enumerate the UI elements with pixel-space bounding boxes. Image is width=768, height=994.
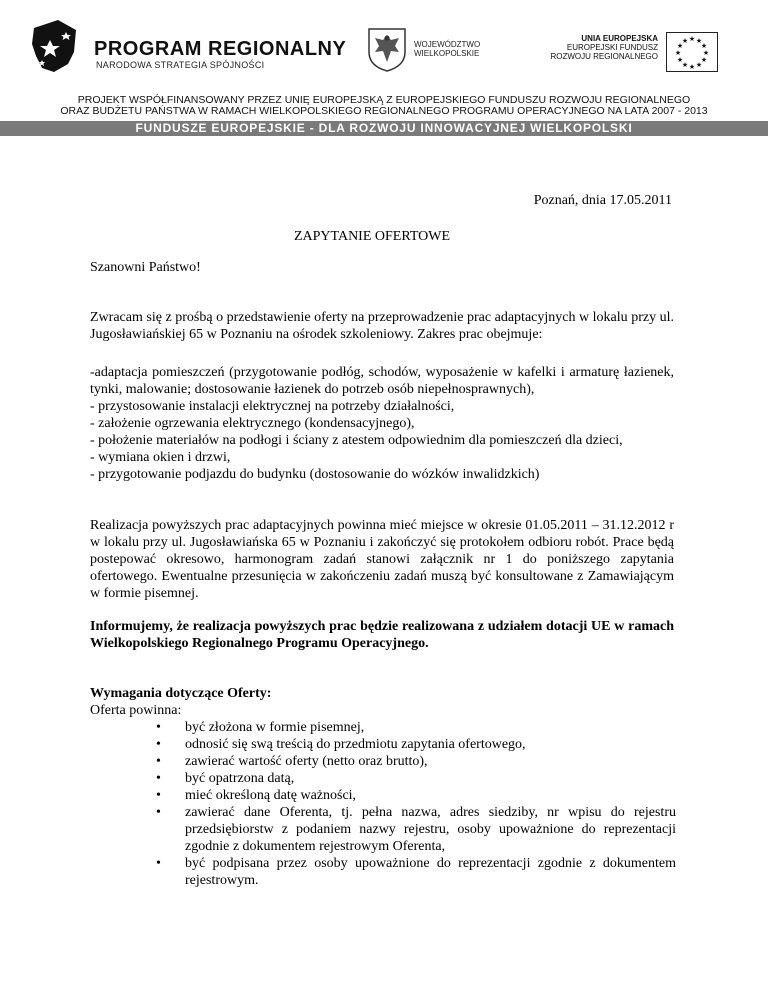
bullet-icon: •: [156, 754, 161, 769]
eu-flag-icon: [666, 32, 718, 72]
requirement-item: [156, 736, 676, 753]
scope-item: -adaptacja pomieszczeń (przygotowanie podłóg, schodów, wyposażenie w kafelki i armaturę łazienek, tynki, malowanie; dostosowanie łazienek do potrzeb osób niepełnosprawnych),: [90, 365, 674, 397]
region-line-2: WIELKOPOLSKIE: [414, 49, 480, 58]
svg-text:★: ★: [700, 42, 708, 50]
svg-text:★: ★: [676, 42, 684, 50]
scope-list: [90, 364, 674, 483]
region-label: [414, 40, 480, 58]
bullet-icon: •: [156, 737, 161, 752]
bullet-icon: •: [156, 720, 161, 735]
bullet-icon: •: [156, 805, 161, 820]
svg-text:★: ★: [688, 35, 696, 43]
funding-info-paragraph: Informujemy, że realizacja powyższych prac będzie realizowana z udziałem dotacji UE w ramach Wielkopolskiego Regionalnego Programu Operacyjnego.: [90, 619, 674, 651]
bullet-icon: •: [156, 856, 161, 871]
requirement-text: być złożona w formie pisemnej,: [185, 720, 365, 735]
requirement-text: mieć określoną datę ważności,: [185, 788, 357, 803]
svg-text:★: ★: [688, 63, 696, 71]
project-cofinancing-note: [0, 95, 768, 117]
requirement-text: zawierać dane Oferenta, tj. pełna nazwa, adres siedziby, nr wpisu do rejestru przedsiębiorstw z podaniem nazwy rejestru, osoby upoważnione do reprezentacji zgodnie z dokumentem rejestrowym Oferenta,: [185, 805, 676, 854]
svg-text:★: ★: [676, 56, 684, 64]
intro-paragraph: Zwracam się z prośbą o przedstawienie oferty na przeprowadzenie prac adaptacyjnych w lokalu przy ul. Jugosławiańskiej 65 w Poznaniu na ośrodek szkoleniowy. Zakres prac obejmuje:: [90, 310, 674, 342]
program-title: PROGRAM REGIONALNY: [94, 38, 347, 60]
bullet-icon: •: [156, 771, 161, 786]
scope-item: - przygotowanie podjazdu do budynku (dostosowanie do wózków inwalidzkich): [90, 467, 540, 482]
requirement-text: być podpisana przez osoby upoważnione do reprezentacji zgodnie z dokumentem rejestrowym.: [185, 856, 676, 888]
requirement-item: [156, 804, 676, 855]
banner-text: FUNDUSZE EUROPEJSKIE - DLA ROZWOJU INNOWACYJNEJ WIELKOPOLSKI: [135, 121, 633, 135]
requirement-item: [156, 753, 676, 770]
scope-item: - założenie ogrzewania elektrycznego (kondensacyjnego),: [90, 416, 415, 431]
funds-banner: [0, 121, 768, 136]
requirement-item: [156, 770, 676, 787]
svg-text:★: ★: [674, 49, 682, 57]
svg-text:★: ★: [681, 37, 689, 45]
eu-line-1: EUROPEJSKI FUNDUSZ: [566, 43, 658, 52]
eagle-emblem-icon: [366, 26, 408, 72]
realization-paragraph: Realizacja powyższych prac adaptacyjnych powinna mieć miejsce w okresie 01.05.2011 – 31.12.2012 r w lokalu przy ul. Jugosławiańska 65 w Poznaniu i zakończyć się protokołem odbioru robót. Prace będą postepować okresowo, harmonogram zadań stanowi załącznik nr 1 do poniższego zapytania ofertowego. Ewentualne przesunięcia w zakończeniu zadań muszą być konsultowane z Zamawiającym w formie pisemnej.: [90, 518, 674, 601]
document-title: ZAPYTANIE OFERTOWE: [293, 229, 451, 244]
svg-text:★: ★: [695, 61, 703, 69]
greeting: Szanowni Państwo!: [90, 260, 201, 275]
requirements-heading: Wymagania dotyczące Oferty:: [90, 686, 272, 701]
scope-item: - położenie materiałów na podłogi i ściany z atestem odpowiednim dla pomieszczeń dla dzieci,: [90, 433, 623, 448]
svg-text:★: ★: [702, 49, 710, 57]
requirements-lead: Oferta powinna:: [90, 703, 182, 718]
project-line-1: PROJEKT WSPÓŁFINANSOWANY PRZEZ UNIĘ EUROPEJSKĄ Z EUROPEJSKIEGO FUNDUSZU ROZWOJU REGIONALNEGO: [77, 94, 691, 106]
eu-line-2: ROZWOJU REGIONALNEGO: [550, 52, 658, 61]
date-line: Poznań, dnia 17.05.2011: [533, 193, 672, 208]
requirements-list: [156, 719, 676, 889]
eu-title: UNIA EUROPEJSKA: [581, 34, 658, 43]
program-regionalny-logo: [28, 16, 82, 76]
svg-text:★: ★: [700, 56, 708, 64]
scope-item: - wymiana okien i drzwi,: [90, 450, 231, 465]
scope-item: - przystosowanie instalacji elektrycznej na potrzeby działalności,: [90, 399, 455, 414]
requirement-text: być opatrzona datą,: [185, 771, 295, 786]
eu-label: [538, 34, 658, 61]
requirement-text: zawierać wartość oferty (netto oraz brutto),: [185, 754, 428, 769]
bullet-icon: •: [156, 788, 161, 803]
region-line-1: WOJEWÓDZTWO: [414, 40, 481, 49]
svg-text:★: ★: [681, 61, 689, 69]
requirement-item: [156, 855, 676, 889]
requirement-item: [156, 719, 676, 736]
project-line-2: ORAZ BUDŻETU PAŃSTWA W RAMACH WIELKOPOLSKIEGO REGIONALNEGO PROGRAMU OPERACYJNEGO NA LATA 2007 - 2013: [60, 105, 708, 117]
requirement-text: odnosić się swą treścią do przedmiotu zapytania ofertowego,: [185, 737, 526, 752]
requirement-item: [156, 787, 676, 804]
svg-text:★: ★: [695, 37, 703, 45]
program-subtitle: NARODOWA STRATEGIA SPÓJNOŚCI: [96, 60, 265, 70]
